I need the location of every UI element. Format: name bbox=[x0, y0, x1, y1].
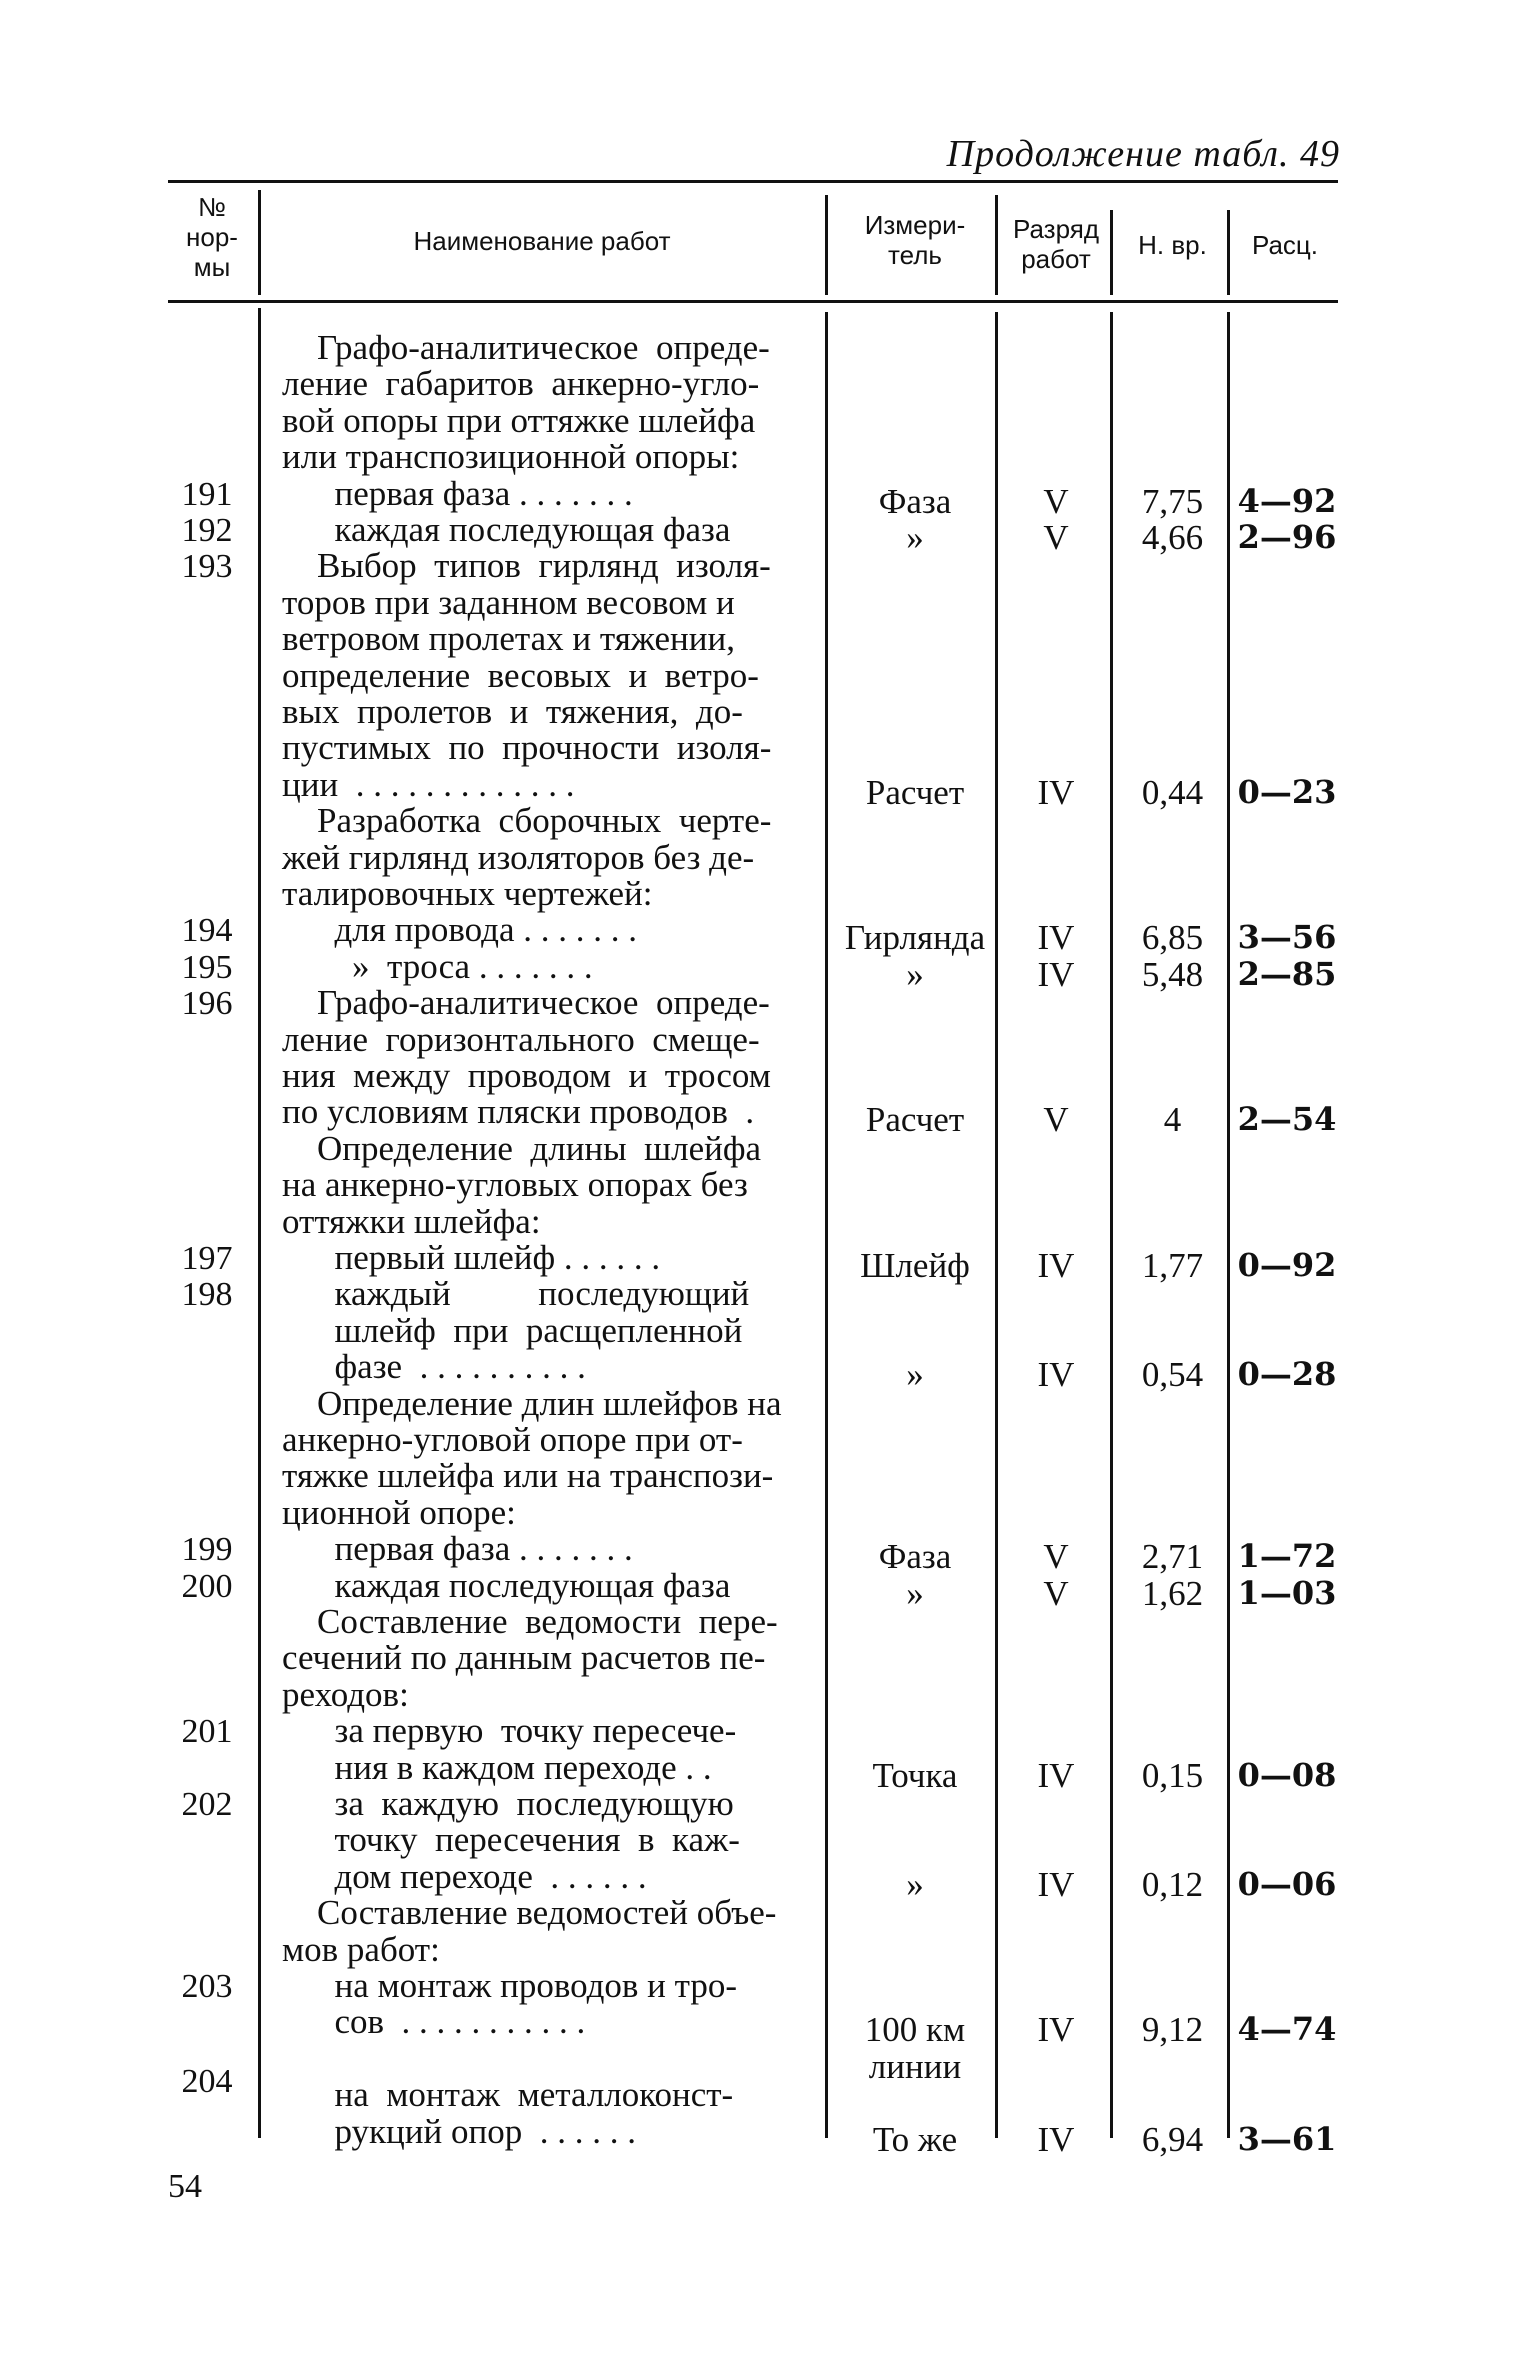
measurement-unit: 100 км bbox=[864, 2010, 966, 2050]
work-description-line: жей гирлянд изоляторов без де- bbox=[282, 837, 755, 877]
work-description-line: пустимых по прочности изоля- bbox=[282, 728, 772, 768]
work-description-line: вой опоры при оттяжке шлейфа bbox=[282, 400, 756, 440]
time-norm: 7,75 bbox=[1141, 481, 1204, 521]
measurement-unit: Фаза bbox=[878, 481, 952, 521]
work-description-line: ление горизонтального смеще- bbox=[282, 1019, 760, 1059]
work-description-line: точку пересечения в каж- bbox=[282, 1820, 740, 1860]
work-description-line: дом переходе . . . . . . bbox=[282, 1856, 647, 1896]
measurement-unit: » bbox=[906, 1864, 924, 1904]
header-time-norm: Н. вр. bbox=[1138, 230, 1207, 260]
time-norm: 4,66 bbox=[1141, 518, 1204, 557]
norm-number: 201 bbox=[181, 1713, 233, 1751]
work-grade: V bbox=[1043, 1573, 1069, 1613]
rate-value: 3—56 bbox=[1237, 918, 1337, 957]
time-norm: 0,44 bbox=[1141, 772, 1204, 812]
work-description-line: фазе . . . . . . . . . . bbox=[282, 1347, 586, 1387]
work-description-line: реходов: bbox=[282, 1674, 409, 1714]
header-unit-line-1: Измери- bbox=[864, 210, 966, 240]
time-norm: 1,77 bbox=[1141, 1246, 1204, 1285]
work-description-line: шлейф при расщепленной bbox=[282, 1310, 743, 1350]
column-divider-grade bbox=[1110, 210, 1113, 295]
work-description-line: первая фаза . . . . . . . bbox=[282, 473, 633, 513]
work-description-line: за каждую последующую bbox=[282, 1784, 734, 1823]
work-description-line: за первую точку пересече- bbox=[282, 1711, 737, 1751]
time-norm: 6,94 bbox=[1141, 2119, 1204, 2159]
norm-number: 199 bbox=[181, 1531, 233, 1569]
header-unit-line-2: тель bbox=[888, 240, 942, 270]
work-description-line: каждая последующая фаза bbox=[282, 1565, 731, 1605]
work-description-line: на анкерно-угловых опорах без bbox=[282, 1165, 748, 1205]
work-grade: IV bbox=[1037, 954, 1075, 994]
column-divider-time bbox=[1227, 210, 1230, 295]
work-description-line: на монтаж проводов и тро- bbox=[282, 1966, 738, 2005]
measurement-unit: Точка bbox=[872, 1755, 958, 1795]
column-divider-number bbox=[258, 190, 261, 295]
work-description-line: Определение длин шлейфов на bbox=[282, 1383, 782, 1423]
measurement-unit: » bbox=[906, 954, 924, 994]
rate-value: 4—74 bbox=[1237, 2010, 1337, 2049]
column-divider-unit bbox=[995, 195, 998, 295]
measurement-unit: » bbox=[906, 1573, 924, 1613]
work-grade: IV bbox=[1037, 1355, 1075, 1395]
rate-value: 3—61 bbox=[1237, 2119, 1337, 2158]
work-description-line: ление габаритов анкерно-угло- bbox=[282, 364, 760, 404]
rate-value: 0—08 bbox=[1237, 1755, 1337, 1794]
header-unit bbox=[830, 210, 1000, 270]
column-divider-name-body bbox=[825, 312, 828, 2138]
work-grade: IV bbox=[1037, 1755, 1075, 1795]
column-divider-number-body bbox=[258, 308, 261, 2138]
measurement-unit: » bbox=[906, 518, 924, 557]
page-number: 54 bbox=[168, 2168, 202, 2205]
work-description-line: на монтаж металлоконст- bbox=[282, 2075, 734, 2115]
work-grade: IV bbox=[1037, 2010, 1075, 2050]
work-grade: IV bbox=[1037, 2119, 1075, 2159]
work-description-line: мов работ: bbox=[282, 1929, 440, 1969]
measurement-unit: линии bbox=[868, 2046, 962, 2086]
header-bottom-rule bbox=[168, 300, 1338, 303]
work-description-line: сов . . . . . . . . . . . bbox=[282, 2002, 586, 2042]
work-grade: V bbox=[1043, 481, 1069, 521]
time-norm: 2,71 bbox=[1141, 1537, 1204, 1577]
time-norm: 0,12 bbox=[1141, 1864, 1204, 1904]
rate-value: 0—28 bbox=[1237, 1355, 1337, 1394]
work-description-line: торов при заданном весовом и bbox=[282, 582, 735, 622]
time-norm: 0,15 bbox=[1141, 1755, 1204, 1795]
work-description-line: каждый последующий bbox=[282, 1274, 750, 1314]
header-work-name: Наименование работ bbox=[413, 226, 671, 256]
rate-value: 0—23 bbox=[1237, 772, 1337, 811]
work-description-line: тяжке шлейфа или на транспози- bbox=[282, 1456, 774, 1496]
work-description-line: каждая последующая фаза bbox=[282, 510, 731, 549]
work-description-line: первый шлейф . . . . . . bbox=[282, 1238, 661, 1277]
norm-number: 195 bbox=[181, 948, 233, 986]
work-description-line: определение весовых и ветро- bbox=[282, 655, 759, 695]
time-norm: 0,54 bbox=[1141, 1355, 1204, 1395]
work-description-line: первая фаза . . . . . . . bbox=[282, 1529, 633, 1569]
norm-number: 192 bbox=[181, 512, 233, 549]
work-description-line: рукций опор . . . . . . bbox=[282, 2111, 636, 2151]
header-rate: Расц. bbox=[1251, 230, 1319, 260]
header-number-line-2: нор- bbox=[186, 222, 238, 252]
rate-value: 1—72 bbox=[1237, 1537, 1337, 1576]
work-grade: IV bbox=[1037, 1246, 1075, 1285]
work-grade: IV bbox=[1037, 918, 1075, 958]
work-description-line: анкерно-угловой опоре при от- bbox=[282, 1420, 743, 1459]
measurement-unit: Шлейф bbox=[860, 1246, 970, 1285]
time-norm: 6,85 bbox=[1141, 918, 1204, 958]
norm-number: 202 bbox=[181, 1786, 233, 1823]
work-description-line: Определение длины шлейфа bbox=[282, 1128, 762, 1168]
measurement-unit: Фаза bbox=[878, 1537, 952, 1577]
work-description-line: по условиям пляски проводов . bbox=[282, 1092, 755, 1132]
work-grade: IV bbox=[1037, 772, 1075, 812]
time-norm: 5,48 bbox=[1141, 954, 1204, 994]
measurement-unit: Расчет bbox=[865, 772, 965, 812]
norm-number: 194 bbox=[181, 912, 233, 950]
work-description-line: Графо-аналитическое опреде- bbox=[282, 328, 770, 367]
norm-number: 204 bbox=[181, 2062, 233, 2100]
header-number-line-3: мы bbox=[193, 252, 231, 282]
norm-number: 193 bbox=[181, 548, 233, 586]
work-grade: V bbox=[1043, 1537, 1069, 1577]
work-description-line: талировочных чертежей: bbox=[282, 874, 653, 913]
work-description-line: сечений по данным расчетов пе- bbox=[282, 1638, 766, 1678]
work-description-line: Составление ведомостей объе- bbox=[282, 1893, 777, 1933]
header-number bbox=[168, 192, 256, 282]
work-grade: IV bbox=[1037, 1864, 1075, 1904]
norm-number: 198 bbox=[181, 1276, 233, 1314]
measurement-unit: То же bbox=[872, 2119, 958, 2159]
header-grade-line-2: работ bbox=[1021, 244, 1091, 274]
work-description-line: ционной опоре: bbox=[282, 1492, 516, 1532]
rate-value: 2—85 bbox=[1237, 954, 1337, 993]
time-norm: 4 bbox=[1163, 1100, 1182, 1140]
work-description-line: оттяжки шлейфа: bbox=[282, 1201, 541, 1241]
norm-number: 196 bbox=[181, 985, 233, 1023]
rate-value: 1—03 bbox=[1237, 1573, 1337, 1612]
norm-number: 197 bbox=[181, 1240, 233, 1277]
work-description-line: Графо-аналитическое опреде- bbox=[282, 983, 770, 1023]
header-grade bbox=[1000, 214, 1112, 274]
work-grade: V bbox=[1043, 518, 1069, 557]
work-description-line: ния в каждом переходе . . bbox=[282, 1747, 712, 1787]
work-grade: V bbox=[1043, 1100, 1069, 1140]
work-description-line: Составление ведомости пере- bbox=[282, 1602, 778, 1641]
rate-value: 4—92 bbox=[1237, 481, 1337, 520]
header-number-line-1: № bbox=[198, 192, 226, 222]
rate-value: 0—92 bbox=[1237, 1246, 1337, 1284]
header-grade-line-1: Разряд bbox=[1013, 214, 1099, 244]
work-description-line: Выбор типов гирлянд изоля- bbox=[282, 546, 771, 586]
work-description-line: или транспозиционной опоры: bbox=[282, 437, 740, 477]
work-description-line: ния между проводом и тросом bbox=[282, 1056, 771, 1095]
rate-value: 0—06 bbox=[1237, 1864, 1337, 1903]
rate-value: 2—96 bbox=[1237, 518, 1337, 556]
norm-number: 203 bbox=[181, 1968, 233, 2005]
work-description-line: ции . . . . . . . . . . . . . bbox=[282, 764, 575, 804]
header-top-rule bbox=[168, 180, 1338, 183]
measurement-unit: » bbox=[906, 1355, 924, 1395]
measurement-unit: Расчет bbox=[865, 1100, 965, 1140]
table-continuation-label: Продолжение табл. 49 bbox=[946, 133, 1340, 175]
norm-number: 200 bbox=[181, 1567, 233, 1605]
work-description-line: ветровом пролетах и тяжении, bbox=[282, 619, 735, 659]
norm-number: 191 bbox=[181, 475, 233, 513]
measurement-unit: Гирлянда bbox=[844, 918, 986, 958]
work-description-line: вых пролетов и тяжения, до- bbox=[282, 692, 743, 731]
work-description-line: для провода . . . . . . . bbox=[282, 910, 637, 950]
work-description-line: Разработка сборочных черте- bbox=[282, 801, 772, 841]
column-divider-name bbox=[825, 195, 828, 295]
rate-value: 2—54 bbox=[1237, 1100, 1337, 1139]
work-description-line: » троса . . . . . . . bbox=[282, 946, 593, 986]
time-norm: 9,12 bbox=[1141, 2010, 1204, 2050]
time-norm: 1,62 bbox=[1141, 1573, 1204, 1613]
